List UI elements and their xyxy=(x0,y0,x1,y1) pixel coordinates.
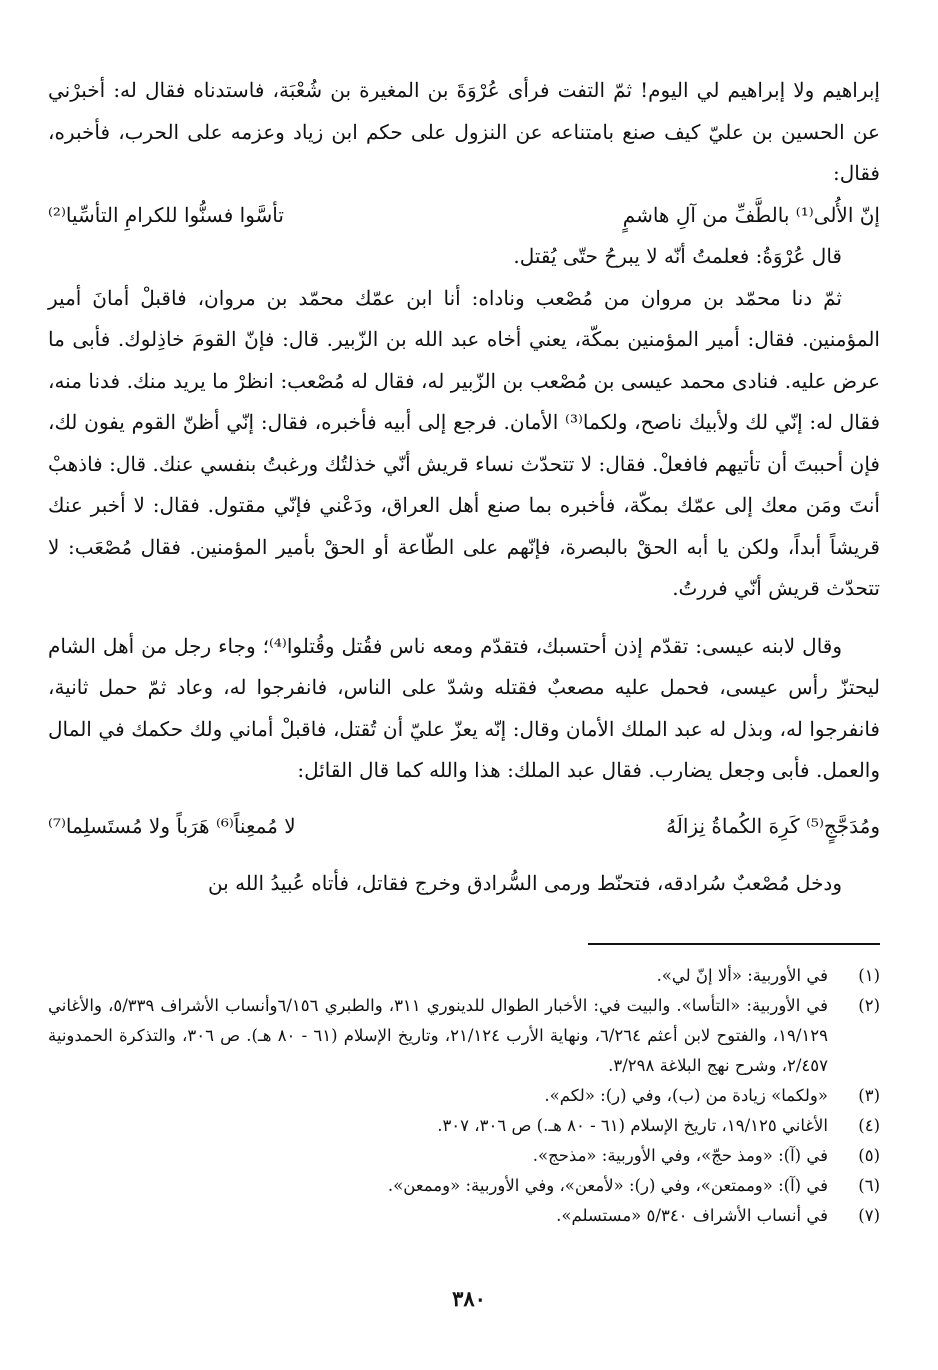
footnote xyxy=(48,1081,880,1111)
footnotes xyxy=(48,961,880,1231)
paragraph: وقال لابنه عيسى: تقدّم إذن أحتسبك، فتقدّم ومعه ناس فقُتل وقُتلوا⁽⁴⁾؛ وجاء رجل من أهل الشام ليحتزّ رأس عيسى، فحمل عليه مصعبٌ فقتله وشدّ على الناس، فانفرجوا له، وعاد ثمّ حمل ثانية، فانفرجوا له، وبذل له عبد الملك الأمان وقال: إنّه يعزّ عليّ أن تُقتل، فاقبلْ أماني ولك حكمك في المال والعمل. فأبى وجعل يضارب. فقال عبد الملك: هذا والله كما قال القائل: xyxy=(48,633,880,782)
footnote-text: في (آ): «ومذ حجّ»، وفي الأوربية: «مذحج». xyxy=(532,1145,828,1165)
footnote-text: في أنساب الأشراف ٥/٣٤٠ «مستسلم». xyxy=(556,1205,828,1225)
footnote-text: «ولكما» زيادة من (ب)، وفي (ر): «لكم». xyxy=(544,1085,828,1105)
verse-second-hemistich: لا مُمعِناً⁽⁶⁾ هَرَباً ولا مُستَسلِما⁽⁷⁾ xyxy=(48,813,296,838)
footnote xyxy=(48,1201,880,1231)
verse-first-hemistich: إنّ الأُلى⁽¹⁾ بالطَّفِّ من آلِ هاشمٍ xyxy=(622,202,880,227)
footnote-text: في (آ): «وممتعن»، وفي (ر): «لأمعن»، وفي الأوربية: «وممعن». xyxy=(387,1175,828,1195)
paragraph: إبراهيم ولا إبراهيم لي اليوم! ثمّ التفت فرأى عُرْوَةَ بن المغيرة بن شُعْبَة، فاستدناه فقال له: أخبرْني عن الحسين بن عليّ كيف صنع بامتناعه عن النزول على حكم ابن زياد وعزمه على الحرب، فأخبره، فقال: xyxy=(48,78,880,185)
footnote-text: في الأوربية: «ألا إنّ لي». xyxy=(656,965,828,985)
footnote-number: (٢) xyxy=(858,995,880,1015)
footnote-text: في الأوربية: «التأسا». والبيت في: الأخبار الطوال للدينوري ٣١١، والطبري ٦/١٥٦وأنساب الأشراف ٥/٣٣٩، والأغاني ١٩/١٢٩، والفتوح لابن أعثم ٦/٢٦٤، ونهاية الأرب ٢١/١٢٤، وتاريخ الإسلام (٦١ - ٨٠ هـ). ص ٣٠٦، والتذكرة الحمدونية ٢/٤٥٧، وشرح نهج البلاغة ٣/٢٩٨. xyxy=(48,995,828,1075)
footnote-number: (١) xyxy=(858,965,880,985)
paragraph: ثمّ دنا محمّد بن مروان من مُصْعب وناداه: أنا ابن عمّك محمّد بن مروان، فاقبلْ أمانَ أمير المؤمنين. فقال: أمير المؤمنين بمكّة، يعني أخاه عبد الله بن الزّبير. قال: فإنّ القومَ خاذِلوك. فأبى ما عرض عليه. فنادى محمد عيسى بن مُصْعب بن الزّبير له، فقال له مُصْعب: انظرْ ما يريد منك. فدنا منه، فقال له: إنّي لك ولأبيك ناصح، ولكما⁽³⁾ الأمان. فرجع إلى أبيه فأخبره، فقال: إنّي أظنّ القوم يفون لك، فإن أحببتَ أن تأتيهم فافعلْ. فقال: لا تتحدّث نساء قريش أنّي خذلتُك ورغبتُ بنفسي عنك. قال: فاذهبْ أنتَ ومَن معك إلى عمّك بمكّة، فأخبره بما صنع أهل العراق، ودَعْني فإنّي مقتول. فقال: لا أخبر عنك قريشاً أبداً، ولكن يا أبه الحقْ بالبصرة، فإنّهم على الطّاعة أو الحقْ بأمير المؤمنين. فقال مُصْعَب: لا تتحدّث قريش أنّي فررتُ. xyxy=(48,285,881,600)
main-text xyxy=(48,70,880,905)
footnote xyxy=(48,1171,880,1201)
footnote-number: (٤) xyxy=(858,1115,880,1135)
footnote-number: (٧) xyxy=(858,1205,880,1225)
verse-second-hemistich: تأسَّوا فسنُّوا للكرامِ التأسِّيا⁽²⁾ xyxy=(48,202,284,227)
footnote-text: الأغاني ١٩/١٢٥، تاريخ الإسلام (٦١ - ٨٠ هـ.) ص ٣٠٦، ٣٠٧. xyxy=(437,1115,828,1135)
verse xyxy=(48,806,880,848)
footnote xyxy=(48,1111,880,1141)
footnote-number: (٣) xyxy=(858,1085,880,1105)
book-page xyxy=(48,70,880,1231)
paragraph: قال عُرْوَةُ: فعلمتُ أنّه لا يبرحُ حتّى يُقتل. xyxy=(513,244,842,268)
paragraph: ودخل مُصْعبٌ سُرادقه، فتحنّط ورمى السُّرادق وخرج فقاتل، فأتاه عُبيدُ الله بن xyxy=(207,871,842,895)
verse xyxy=(48,195,880,237)
footnote-number: (٥) xyxy=(858,1145,880,1165)
footnote xyxy=(48,961,880,991)
page-number: ٣٨٠ xyxy=(452,1286,486,1311)
footnote-number: (٦) xyxy=(858,1175,880,1195)
footnote-separator xyxy=(588,943,880,945)
footnote xyxy=(48,1141,880,1171)
footnote xyxy=(48,991,880,1081)
verse-first-hemistich: ومُدَجَّجٍ⁽⁵⁾ كَرِهَ الكُماةُ نِزالَهُ xyxy=(666,813,880,838)
